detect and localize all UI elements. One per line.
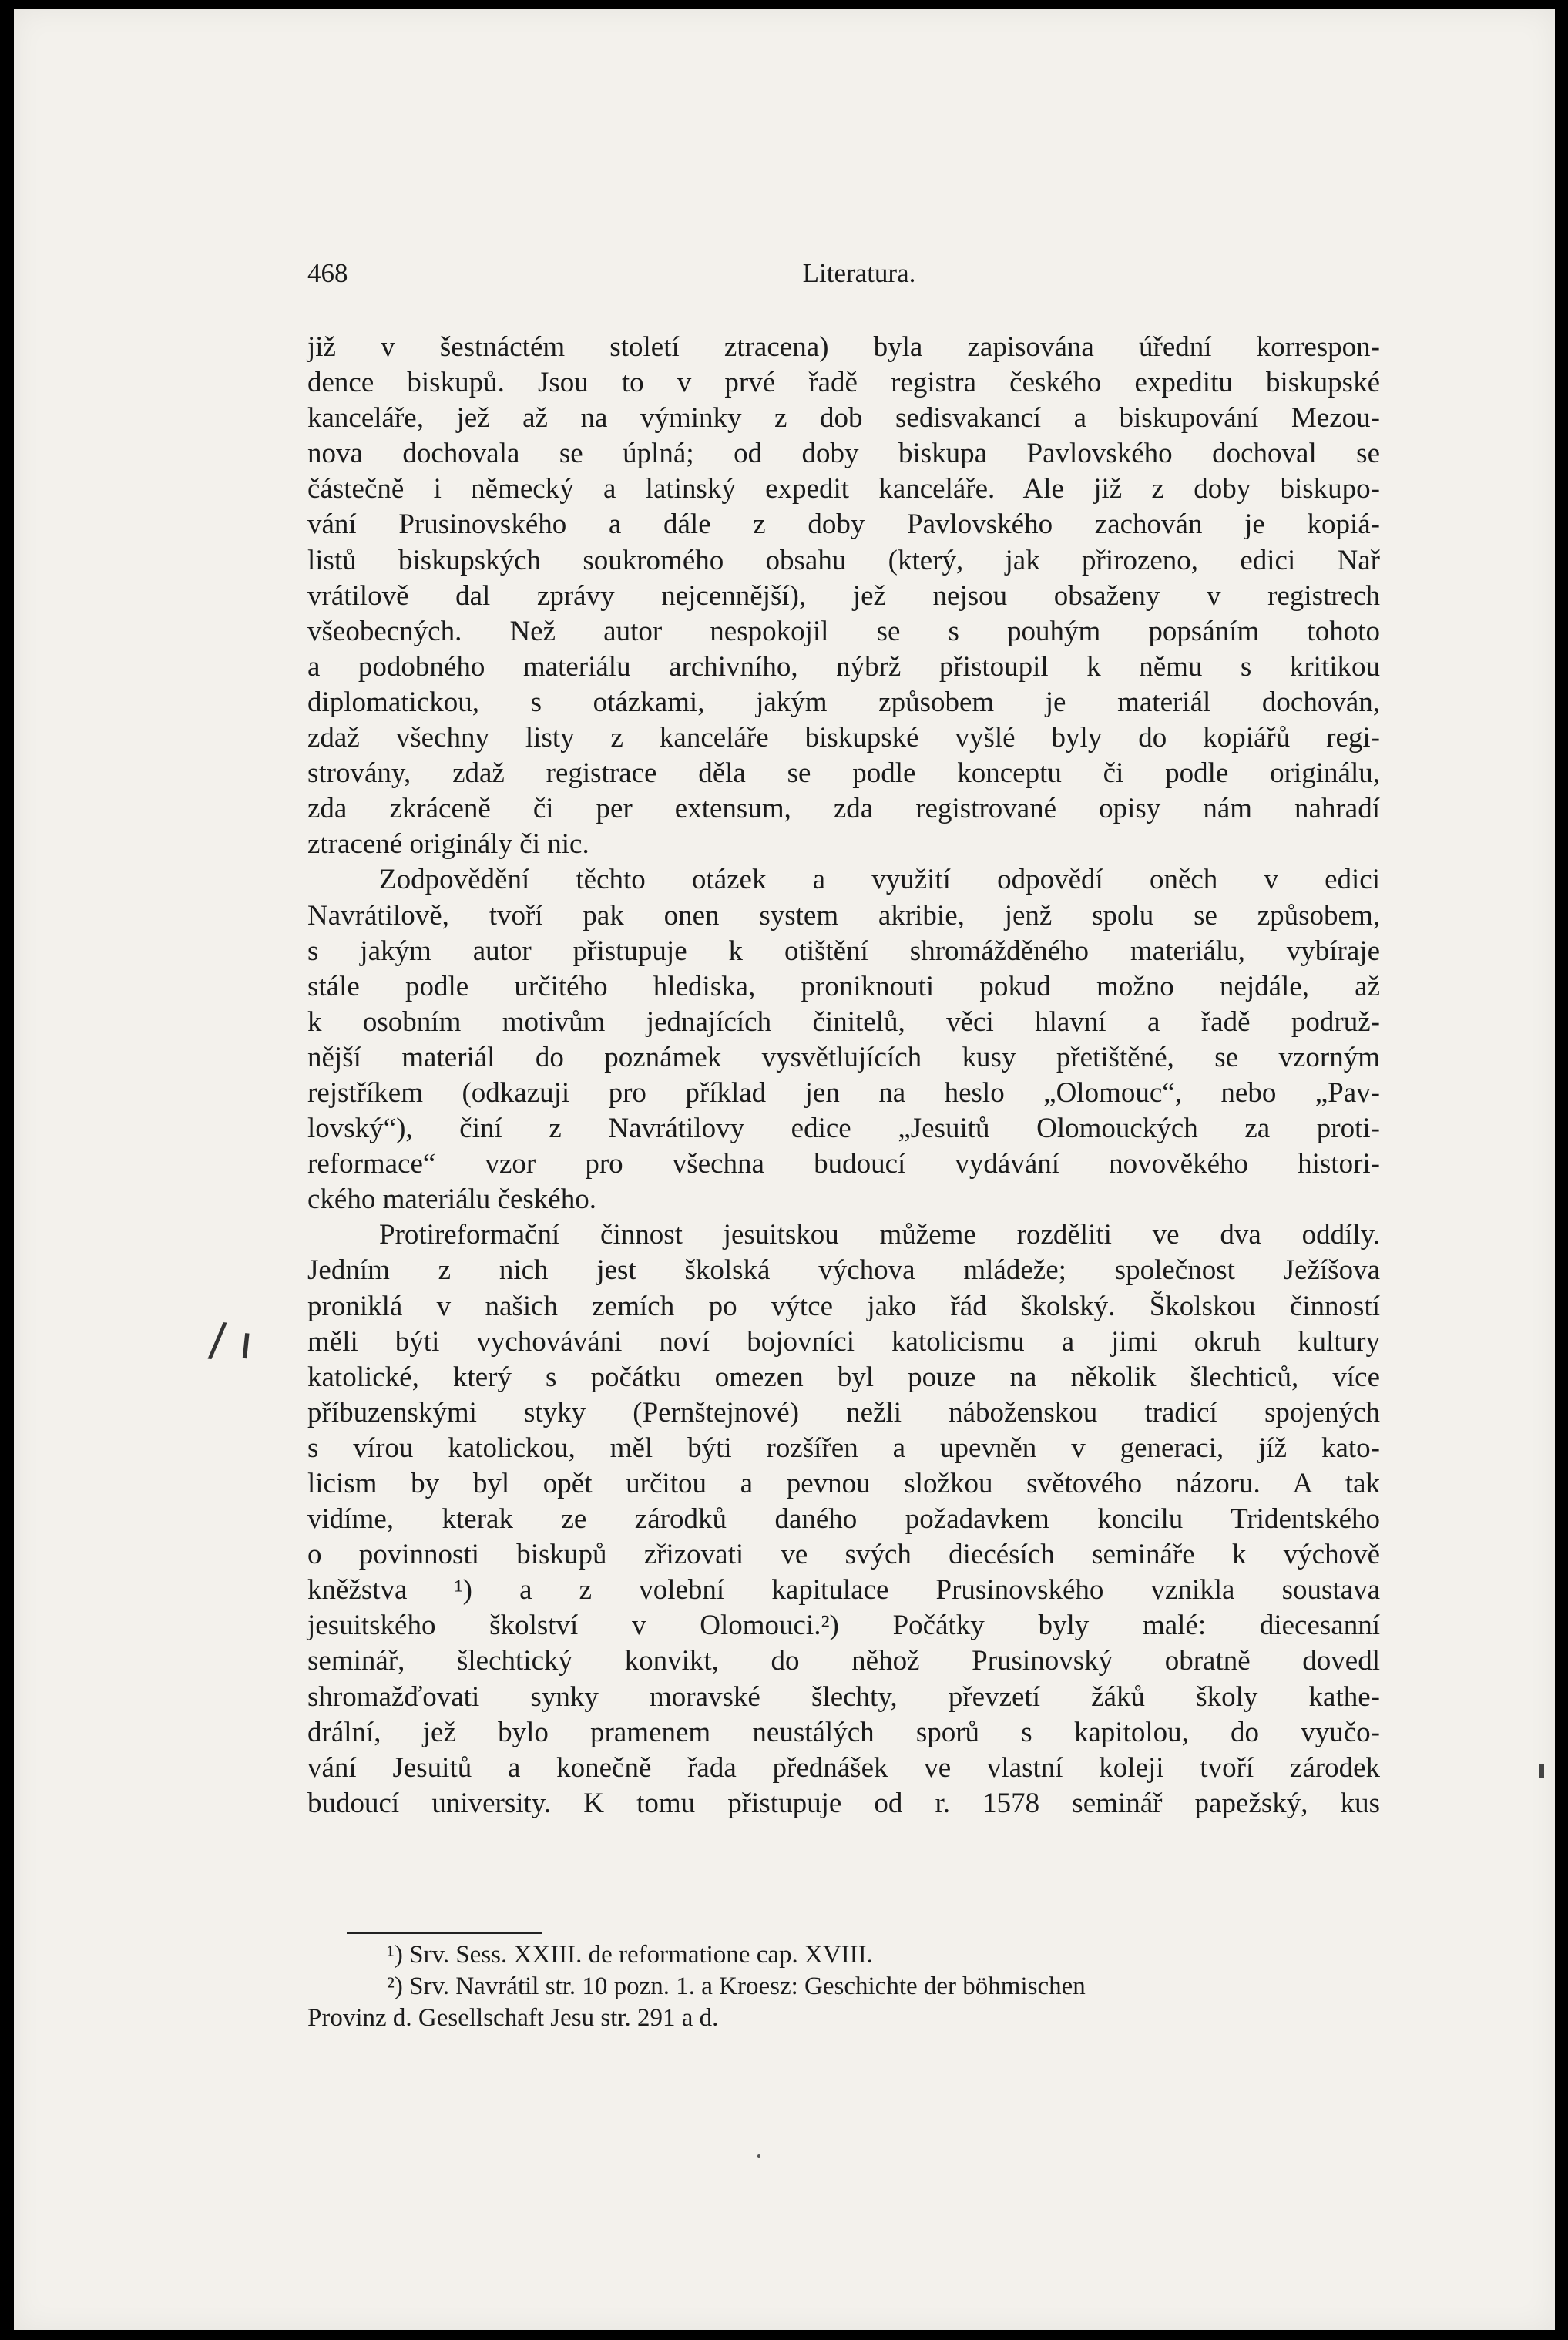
- paragraph-2: [307, 862, 1380, 1217]
- text-line: reformace“ vzor pro všechna budoucí vydávání novověkého histori-: [307, 1148, 1380, 1180]
- text-line: budoucí university. K tomu přistupuje od r. 1578 seminář papežský, kus: [307, 1787, 1380, 1819]
- text-line: dence biskupů. Jsou to v prvé řadě registra českého expeditu biskupské: [307, 367, 1380, 399]
- text-line: měli býti vychováváni noví bojovníci katolicismu a jimi okruh kultury: [307, 1325, 1380, 1358]
- body-text: [307, 330, 1380, 1821]
- text-line: rejstříkem (odkazuji pro příklad jen na heslo „Olomouc“, nebo „Pav-: [307, 1076, 1380, 1109]
- footnote-rule: [347, 1932, 542, 1934]
- paragraph-1: [307, 330, 1380, 862]
- footnote-2: ²) Srv. Navrátil str. 10 pozn. 1. a Kroesz: Geschichte der böhmischen: [387, 1972, 1086, 2000]
- text-line: částečně i německý a latinský expedit kanceláře. Ale již z doby biskupo-: [307, 473, 1380, 505]
- text-line: proniklá v našich zemích po výtce jako řád školský. Školskou činností: [307, 1290, 1380, 1322]
- text-line: ztracené originály či nic.: [307, 828, 589, 861]
- text-line: všeobecných. Než autor nespokojil se s pouhým popsáním tohoto: [307, 615, 1380, 647]
- text-line: vání Prusinovského a dále z doby Pavlovského zachován je kopiá-: [307, 509, 1380, 541]
- margin-pencil-mark: / ı: [206, 1312, 256, 1371]
- text-line: vrátilově dal zprávy nejcennější), jež nejsou obsaženy v registrech: [307, 579, 1380, 612]
- text-line: jesuitského školství v Olomouci.²) Počátky byly malé: diecesanní: [307, 1610, 1380, 1642]
- text-line: kněžstva ¹) a z volební kapitulace Prusinovského vznikla soustava: [307, 1574, 1380, 1606]
- text-line: stále podle určitého hlediska, proniknouti pokud možno nejdále, až: [307, 970, 1380, 1002]
- text-line: o povinnosti biskupů zřizovati ve svých diecésích semináře k výchově: [307, 1539, 1380, 1571]
- text-line: shromažďovati synky moravské šlechty, převzetí žáků školy kathe-: [307, 1680, 1380, 1713]
- text-line: listů biskupských soukromého obsahu (který, jak přirozeno, edici Nař: [307, 544, 1380, 576]
- paragraph-3: [307, 1217, 1380, 1821]
- text-line: strovány, zdaž registrace děla se podle konceptu či podle originálu,: [307, 757, 1380, 790]
- text-line: s vírou katolickou, měl býti rozšířen a upevněn v generaci, jíž kato-: [307, 1432, 1380, 1464]
- text-line: a podobného materiálu archivního, nýbrž přistoupil k němu s kritikou: [307, 650, 1380, 683]
- footnote-1: ¹) Srv. Sess. XXIII. de reformatione cap. XVIII.: [387, 1941, 873, 1969]
- text-line: seminář, šlechtický konvikt, do něhož Prusinovský obratně dovedl: [307, 1645, 1380, 1677]
- text-line: lovský“), činí z Navrátilovy edice „Jesuitů Olomouckých za proti-: [307, 1113, 1380, 1145]
- footnote-2-continuation: Provinz d. Gesellschaft Jesu str. 291 a d.: [307, 2004, 719, 2032]
- text-line: licism by byl opět určitou a pevnou složkou světového názoru. A tak: [307, 1468, 1380, 1499]
- text-line: vidíme, kterak ze zárodků daného požadavkem koncilu Tridentského: [307, 1503, 1380, 1536]
- page-number: 468: [307, 258, 348, 288]
- text-line: k osobním motivům jednajících činitelů, věci hlavní a řadě podruž-: [307, 1005, 1380, 1038]
- text-line: Navrátilově, tvoří pak onen system akribie, jenž spolu se způsobem,: [307, 899, 1380, 932]
- text-line: Jedním z nich jest školská výchova mládeže; společnost Ježíšova: [307, 1254, 1380, 1287]
- text-line: ckého materiálu českého.: [307, 1183, 596, 1216]
- page-header: [307, 258, 1380, 297]
- text-line: zdaž všechny listy z kanceláře biskupské vyšlé byly do kopiářů regi-: [307, 722, 1380, 754]
- footnotes: [307, 1939, 1380, 2034]
- text-line: již v šestnáctém století ztracena) byla zapisována úřední korrespon-: [307, 331, 1380, 363]
- text-line: nější materiál do poznámek vysvětlujících kusy přetištěné, se vzorným: [307, 1041, 1380, 1073]
- text-line: s jakým autor přistupuje k otištění shromážděného materiálu, vybíraje: [307, 935, 1380, 967]
- text-line: Protireformační činnost jesuitskou můžeme rozděliti ve dva oddíly.: [379, 1219, 1380, 1251]
- text-line: příbuzenskými styky (Pernštejnové) nežli náboženskou tradicí spojených: [307, 1396, 1380, 1429]
- running-title: Literatura.: [802, 258, 916, 288]
- text-line: zda zkráceně či per extensum, zda registrované opisy nám nahradí: [307, 793, 1380, 825]
- text-line: drální, jež bylo pramenem neustálých sporů s kapitolou, do vyučo-: [307, 1716, 1380, 1748]
- text-line: katolické, který s počátku omezen byl pouze na několik šlechticů, více: [307, 1361, 1380, 1393]
- scan-edge-mark: [1539, 1764, 1544, 1778]
- text-line: diplomatickou, s otázkami, jakým způsobem je materiál dochován,: [307, 686, 1380, 718]
- text-line: vání Jesuitů a konečně řada přednášek ve vlastní koleji tvoří zárodek: [307, 1751, 1380, 1784]
- text-line: nova dochovala se úplná; od doby biskupa Pavlovského dochoval se: [307, 438, 1380, 470]
- scan-speck: [757, 2154, 760, 2158]
- text-line: Zodpovědění těchto otázek a využití odpovědí oněch v edici: [379, 864, 1380, 896]
- text-line: kanceláře, jež až na výminky z dob sedisvakancí a biskupování Mezou-: [307, 402, 1380, 435]
